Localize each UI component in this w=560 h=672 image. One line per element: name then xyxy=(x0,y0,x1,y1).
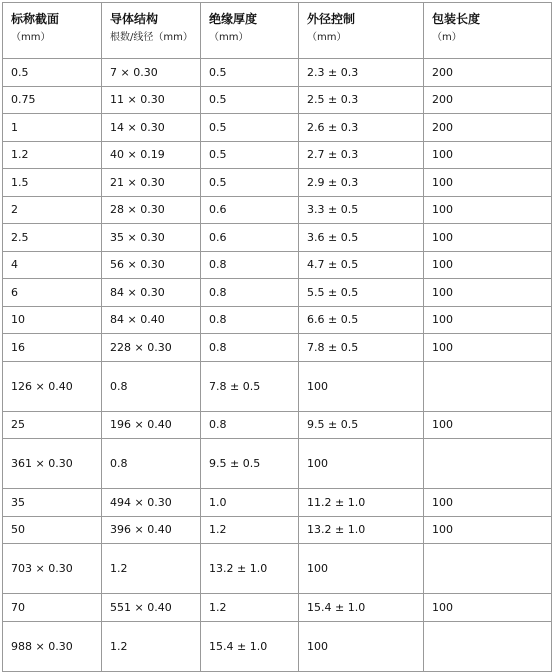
table-cell: 361 × 0.30 xyxy=(3,439,102,489)
table-cell: 6 xyxy=(3,279,102,307)
table-body xyxy=(3,59,552,672)
table-cell: 100 xyxy=(424,224,552,252)
table-cell: 7.8 ± 0.5 xyxy=(299,334,424,362)
header-unit: （mm） xyxy=(209,32,249,43)
header-title: 绝缘厚度 xyxy=(209,12,258,26)
table-cell: 100 xyxy=(424,489,552,517)
table-cell: 1.0 xyxy=(201,489,299,517)
table-cell: 0.8 xyxy=(102,439,201,489)
table-row xyxy=(3,489,552,517)
table-cell: 0.5 xyxy=(201,141,299,169)
table-cell: 1.2 xyxy=(3,141,102,169)
table-cell: 2 xyxy=(3,196,102,224)
table-cell: 6.6 ± 0.5 xyxy=(299,306,424,334)
table-row xyxy=(3,594,552,622)
table-cell: 0.6 xyxy=(201,196,299,224)
table-row xyxy=(3,141,552,169)
table-cell: 100 xyxy=(424,411,552,439)
table-cell: 1 xyxy=(3,114,102,142)
header-cell-section xyxy=(3,3,102,59)
header-cell-diameter xyxy=(299,3,424,59)
table-cell: 25 xyxy=(3,411,102,439)
table-cell: 100 xyxy=(424,169,552,197)
table-cell: 4.7 ± 0.5 xyxy=(299,251,424,279)
table-row xyxy=(3,279,552,307)
table-cell: 2.6 ± 0.3 xyxy=(299,114,424,142)
table-cell: 2.3 ± 0.3 xyxy=(299,59,424,87)
header-title: 导体结构 xyxy=(110,12,159,26)
table-cell: 16 xyxy=(3,334,102,362)
table-cell: 1.2 xyxy=(102,621,201,671)
header-unit: （mm） xyxy=(307,32,347,43)
table-cell: 3.6 ± 0.5 xyxy=(299,224,424,252)
table-row xyxy=(3,224,552,252)
table-row xyxy=(3,114,552,142)
table-cell: 13.2 ± 1.0 xyxy=(201,544,299,594)
table-row xyxy=(3,251,552,279)
table-row xyxy=(3,169,552,197)
table-row xyxy=(3,439,552,489)
table-cell: 5.5 ± 0.5 xyxy=(299,279,424,307)
table-cell xyxy=(424,439,552,489)
header-unit: 根数/线径（mm） xyxy=(110,32,193,43)
table-cell: 0.5 xyxy=(201,169,299,197)
table-cell: 4 xyxy=(3,251,102,279)
table-cell: 100 xyxy=(424,306,552,334)
table-cell: 703 × 0.30 xyxy=(3,544,102,594)
table-cell: 1.5 xyxy=(3,169,102,197)
table-cell: 100 xyxy=(299,544,424,594)
table-cell: 70 xyxy=(3,594,102,622)
table-row xyxy=(3,361,552,411)
table-row xyxy=(3,334,552,362)
table-row xyxy=(3,516,552,544)
header-title: 包装长度 xyxy=(432,12,481,26)
table-cell: 35 xyxy=(3,489,102,517)
table-cell: 11 × 0.30 xyxy=(102,86,201,114)
table-cell: 0.8 xyxy=(201,306,299,334)
header-unit: （mm） xyxy=(11,32,51,43)
table-cell: 100 xyxy=(424,594,552,622)
table-cell: 988 × 0.30 xyxy=(3,621,102,671)
table-cell: 9.5 ± 0.5 xyxy=(201,439,299,489)
table-cell: 200 xyxy=(424,86,552,114)
table-cell: 228 × 0.30 xyxy=(102,334,201,362)
table-cell: 0.5 xyxy=(201,114,299,142)
table-cell: 2.7 ± 0.3 xyxy=(299,141,424,169)
spec-table xyxy=(2,2,552,672)
table-cell: 0.8 xyxy=(201,251,299,279)
table-row xyxy=(3,86,552,114)
table-cell: 494 × 0.30 xyxy=(102,489,201,517)
header-cell-conductor xyxy=(102,3,201,59)
table-cell: 100 xyxy=(424,516,552,544)
table-cell: 100 xyxy=(424,279,552,307)
table-cell: 0.75 xyxy=(3,86,102,114)
table-cell: 14 × 0.30 xyxy=(102,114,201,142)
table-cell: 1.2 xyxy=(201,594,299,622)
table-cell: 7 × 0.30 xyxy=(102,59,201,87)
table-cell: 0.8 xyxy=(201,334,299,362)
table-cell: 100 xyxy=(424,334,552,362)
table-cell: 0.5 xyxy=(201,59,299,87)
table-cell: 13.2 ± 1.0 xyxy=(299,516,424,544)
table-cell: 396 × 0.40 xyxy=(102,516,201,544)
header-title: 标称截面 xyxy=(11,12,60,26)
table-cell: 35 × 0.30 xyxy=(102,224,201,252)
table-row xyxy=(3,196,552,224)
header-row xyxy=(3,3,552,59)
table-cell: 50 xyxy=(3,516,102,544)
table-cell: 200 xyxy=(424,114,552,142)
table-row xyxy=(3,59,552,87)
table-cell: 15.4 ± 1.0 xyxy=(201,621,299,671)
table-row xyxy=(3,544,552,594)
table-cell: 100 xyxy=(299,621,424,671)
table-cell: 100 xyxy=(424,251,552,279)
table-cell: 15.4 ± 1.0 xyxy=(299,594,424,622)
table-header xyxy=(3,3,552,59)
table-cell: 100 xyxy=(424,141,552,169)
table-cell: 1.2 xyxy=(102,544,201,594)
table-cell: 10 xyxy=(3,306,102,334)
table-cell: 84 × 0.30 xyxy=(102,279,201,307)
table-cell: 40 × 0.19 xyxy=(102,141,201,169)
table-cell: 21 × 0.30 xyxy=(102,169,201,197)
table-cell: 196 × 0.40 xyxy=(102,411,201,439)
table-cell: 2.5 xyxy=(3,224,102,252)
table-cell: 200 xyxy=(424,59,552,87)
table-cell: 0.5 xyxy=(201,86,299,114)
table-cell xyxy=(424,544,552,594)
table-cell: 0.6 xyxy=(201,224,299,252)
table-cell: 100 xyxy=(424,196,552,224)
table-cell: 1.2 xyxy=(201,516,299,544)
table-cell: 3.3 ± 0.5 xyxy=(299,196,424,224)
table-cell: 2.5 ± 0.3 xyxy=(299,86,424,114)
header-unit: （m） xyxy=(432,32,462,43)
header-cell-insulation xyxy=(201,3,299,59)
table-cell: 7.8 ± 0.5 xyxy=(201,361,299,411)
table-cell: 126 × 0.40 xyxy=(3,361,102,411)
table-cell xyxy=(424,621,552,671)
table-cell: 11.2 ± 1.0 xyxy=(299,489,424,517)
table-cell: 28 × 0.30 xyxy=(102,196,201,224)
table-cell: 2.9 ± 0.3 xyxy=(299,169,424,197)
header-title: 外径控制 xyxy=(307,12,356,26)
table-cell: 0.8 xyxy=(201,279,299,307)
table-cell: 84 × 0.40 xyxy=(102,306,201,334)
table-row xyxy=(3,621,552,671)
table-cell: 0.8 xyxy=(201,411,299,439)
table-cell: 100 xyxy=(299,361,424,411)
header-cell-length xyxy=(424,3,552,59)
table-cell: 56 × 0.30 xyxy=(102,251,201,279)
table-row xyxy=(3,411,552,439)
table-row xyxy=(3,306,552,334)
table-cell: 551 × 0.40 xyxy=(102,594,201,622)
table-cell: 0.8 xyxy=(102,361,201,411)
table-cell: 0.5 xyxy=(3,59,102,87)
table-cell: 100 xyxy=(299,439,424,489)
table-cell xyxy=(424,361,552,411)
table-cell: 9.5 ± 0.5 xyxy=(299,411,424,439)
